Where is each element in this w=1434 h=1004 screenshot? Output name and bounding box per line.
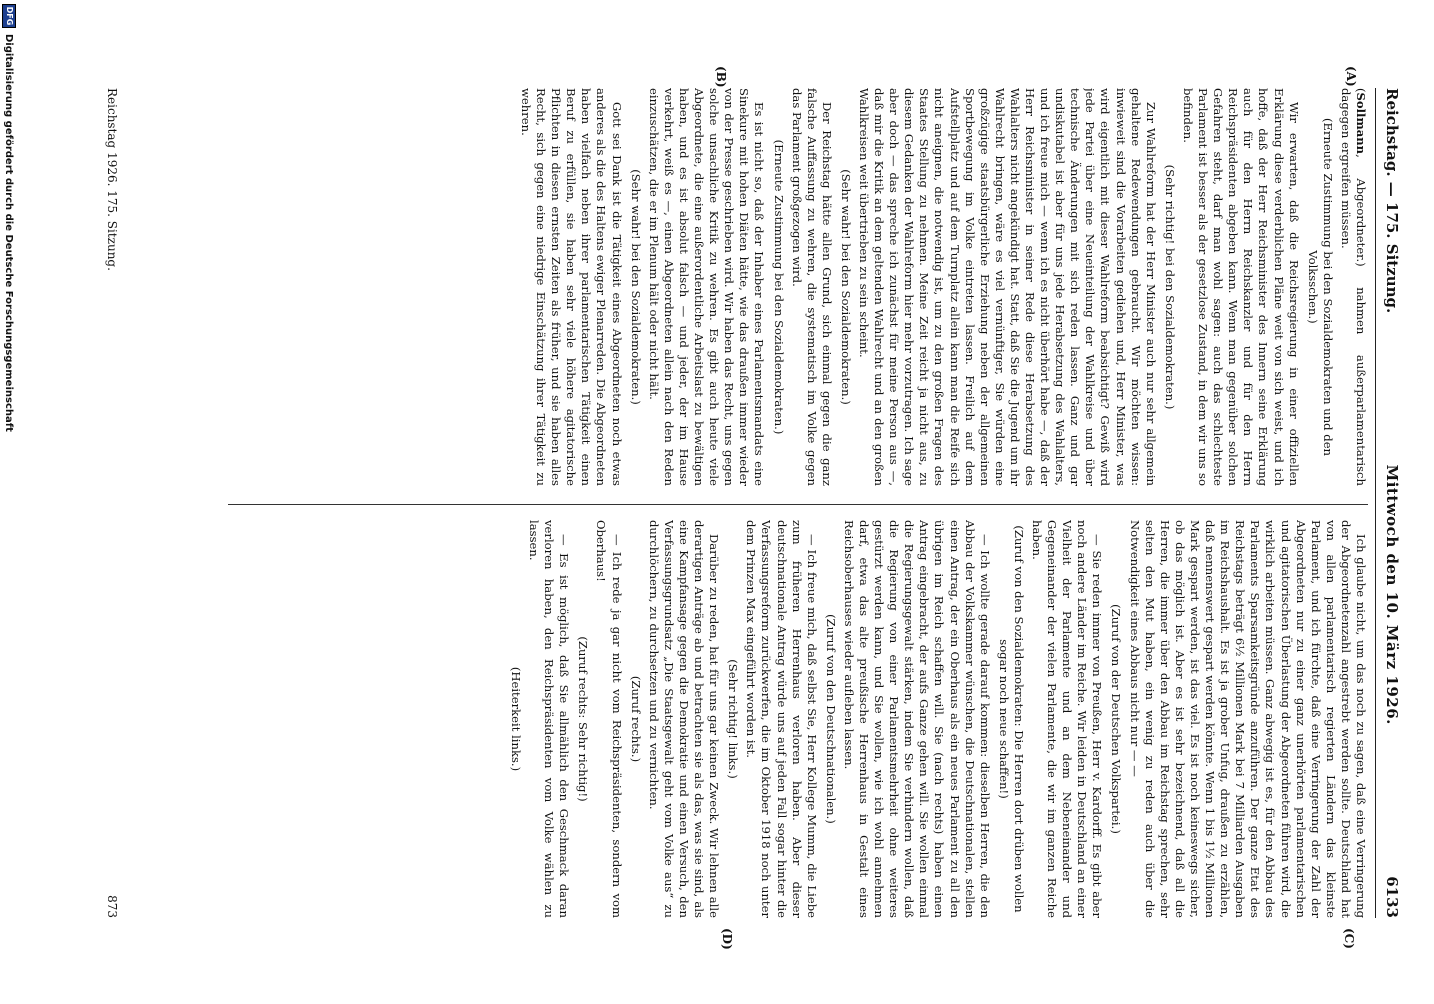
left-interjection: (Sehr richtig! bei den Sozialdemokraten.) xyxy=(1162,164,1177,410)
right-interjection: (Heiterkeit links.) xyxy=(509,666,524,772)
left-paragraph: (Sollmann, Abgeordneter.) nahmen außerparlamentarisch dagegen ergreifen müssen. xyxy=(1338,88,1368,486)
right-interjection: (Sehr richtig! links.) xyxy=(726,659,741,779)
digitization-imprint xyxy=(2,4,16,1004)
right-interjection: (Zuruf von der Deutschen Volkspartei.) xyxy=(1109,604,1124,834)
right-paragraph: Darüber zu reden, hat für uns gar keinen Zweck. Wir lehnen alle derartigen Anträge ab und betrachten sie als das, was sie sind, als eine Kampfansage gegen die Demokratie und einen Versuch, den Verfassungsgrundsatz „Die Staatsgewalt geht vom Volke aus“ zu durchlöchern, zu durchsetzen und zu vernichten. xyxy=(646,520,722,918)
column-right xyxy=(228,520,1368,918)
right-paragraph: — Ich rede ja gar nicht vom Reichspräsidenten, sondern vom Oberhaus! xyxy=(594,520,624,918)
right-paragraph: — Sie reden immer von Preußen, Herr v. Kardorff. Es gibt aber noch andere Länder im Reiche. Wir leiden in Deutschland an einer Vielheit der Parlamente und an dem Nebeneinander und Gegeneinander der vielen Parlamente, die wir im ganzen Reiche haben. xyxy=(1030,520,1105,918)
left-paragraph: Gott sei Dank ist die Tätigkeit eines Abgeordneten noch etwas anderes als die des Haltens ewiger Plenarreden. Die Abgeordneten haben vielfach neben ihrer parlamentarischen Tätigkeit einen Beruf zu erfüllen, sie haben sehr viele höhere agitatorische Pflichten in diesen ernsten Zeiten als früher, und sie haben alles Recht, sich gegen eine niedrige Einschätzung ihrer Tätigkeit zu wehren. xyxy=(519,88,624,486)
right-paragraph: — Ich freue mich, daß selbst Sie, Herr Kollege Mumm, die Liebe zum früheren Herrenhaus verloren haben. Aber dieser deutschnationale Antrag würde uns auf jeden Fall sogar hinter die Verfassungsreform zurückwerfen, die im Oktober 1918 noch unter dem Prinzen Max eingeführt worden ist. xyxy=(744,520,819,918)
margin-letter-a: (A) xyxy=(1344,66,1358,87)
right-interjection: (Zuruf rechts.) xyxy=(628,675,643,763)
header-date: Mittwoch den 10. März 1926. xyxy=(1383,464,1401,725)
left-interjection: (Erneute Zustimmung bei den Sozialdemokraten.) xyxy=(771,139,786,435)
right-interjection: (Zuruf von den Deutschnationalen.) xyxy=(823,614,838,824)
right-interjection: (Zuruf rechts: Sehr richtig!) xyxy=(576,636,591,802)
header-rule xyxy=(1375,88,1376,918)
left-interjection: (Sehr wahr! bei den Sozialdemokraten.) xyxy=(838,169,853,405)
left-paragraph: Es ist nicht so, daß der Inhaber eines Parlamentsmandats eine Sinekure mit hohen Diäten hätte, wie das draußen immer wieder von der Presse geschrieben wird. Wir haben das Recht, uns gegen solche unsachliche Kritik zu wehren. Es gibt auch heute viele Abgeordnete, die eine außerordentliche Arbeitslast zu bewältigen haben, und es ist absolut falsch — und jeder, der im Hause verkehrt, weiß es —, einen Abgeordneten allein nach den Reden einzuschätzen, die er im Plenum hält oder nicht hält. xyxy=(646,88,767,486)
column-left xyxy=(228,88,1368,486)
footer-page-number: 873 xyxy=(105,895,119,918)
margin-letter-c: (C) xyxy=(1342,928,1356,949)
right-paragraph: — Es ist möglich, daß Sie allmählich den Geschmack daran verloren haben, den Reichspräsidenten vom Volke wählen zu lassen. xyxy=(527,520,572,918)
left-paragraph: Wir erwarten, daß die Reichsregierung in einer offiziellen Erklärung diese verderblichen Pläne weit von sich weist, und ich hoffe, daß der Herr Reichsminister des Innern seine Erklärung auch für den Herrn Reichskanzler und für den Herrn Reichspräsidenten abgeben kann. Wenn man gegenüber solchen Gefahren steht, darf man wohl sagen: auch das schlechteste Parlament ist besser als der gesetzlose Zustand, in dem wir uns so befinden. xyxy=(1180,88,1301,486)
right-paragraph: Ich glaube nicht, um das noch zu sagen, daß eine Verringerung der Abgeordnetenzahl angestrebt werden sollte. Deutschland hat von allen parlamentarisch regierten Ländern das kleinste Parlament, und ich fürchte, daß eine Verringerung der Zahl der Abgeordneten nur zu einer ganz unerhörten parlamentarischen und agitatorischen Überlastung der Abgeordneten führen wird, die wirklich arbeiten müssen. Ganz abwegig ist es, für den Abbau des Parlaments Sparsamkeitsgründe anzuführen. Der ganze Etat des Reichstags beträgt 6½ Millionen Mark bei 7 Milliarden Ausgaben im Reichshaushalt. Es ist ja grober Unfug, draußen zu erzählen, daß nennenswert gespart werden könnte. Wenn 1 bis 1½ Millionen Mark gespart werden, ist das viel. Es ist noch keineswegs sicher, ob das möglich ist. Aber es ist sehr bezeichnend, daß all die Herren, die immer über den Abbau im Reichstag sprechen, sehr selten den Mut haben, ein wenig zu reden auch über die Notwendigkeit eines Abbaus nicht nur — — xyxy=(1127,520,1368,918)
dfg-logo-icon: DFG xyxy=(2,4,16,28)
column-divider xyxy=(228,504,1368,505)
left-paragraph: Der Reichstag hätte allen Grund, sich einmal gegen die ganz falsche Auffassung zu wehren, die systematisch im Volke gegen das Parlament großgezogen wird. xyxy=(789,88,834,486)
left-interjection: (Erneute Zustimmung bei den Sozialdemokraten und den Volksschen.) xyxy=(1305,117,1335,457)
header-page-number: 6133 xyxy=(1383,876,1401,918)
right-paragraph: — Ich wollte gerade darauf kommen: dieselben Herren, die den Abbau der Volkskammer wünschen, die Deutschnationalen, stellen einen Antrag, der ein Oberhaus als ein neues Parlament zu all den übrigen im Reich schaffen will. Sie (nach rechts) haben einen Antrag eingebracht, der aufs Ganze gehen will. Sie wollen einmal die Regierungsgewalt stärken, indem Sie verhindern wollen, daß die Regierung von einer Parlamentsmehrheit ohne weiteres gestürzt werden kann, und Sie wollen, wie ich wohl annehmen darf, etwa das alte preußische Herrenhaus in Gestalt eines Reichsoberhauses wieder aufleben lassen. xyxy=(841,520,992,918)
page-header xyxy=(1380,88,1404,918)
margin-letter-d: (D) xyxy=(720,928,734,950)
page-footer xyxy=(102,88,122,918)
margin-letter-b: (B) xyxy=(714,66,728,88)
footer-session: Reichstag 1926. 175. Sitzung. xyxy=(105,88,119,271)
left-interjection: (Sehr wahr! bei den Sozialdemokraten.) xyxy=(628,169,643,405)
left-paragraph: Zur Wahlreform hat der Herr Minister auch nur sehr allgemein gehaltene Redewendungen gebraucht. Wir möchten wissen: inwieweit sind die Vorarbeiten gediehen und, Herr Minister, was wird eigentlich mit dieser Wahlreform beabsichtigt? Gewiß wird jede Partei über eine Neueinteilung der Wahlkreise und über technische Änderungen mit sich reden lassen. Ganz und gar undiskutabel ist aber für uns jede Herabsetzung des Wahlalters, und ich freue mich — wenn ich es nicht überhört habe —, daß der Herr Reichsminister in seiner Rede diese Herabsetzung des Wahlalters nicht angekündigt hat. Statt, daß Sie die Jugend um ihr Wahlrecht bringen, wäre es viel vernünftiger, Sie würden eine großzügige staatsbürgerliche Erziehung neben der allgemeinen Sportbewegung im Volke eintreten lassen. Freilich auf dem Aufstellplatz und auf dem Turnplatz allein kann man die Reife sich nicht aneignen, die notwendig ist, um zu den großen Fragen des Staates Stellung zu nehmen. Meine Zeit reicht ja nicht aus, zu diesem Gedanken der Wahlreform hier mehr vorzutragen. Ich sage aber doch — das spreche ich zunächst für meine Person aus —, daß mir die Kritik an dem geltenden Wahlrecht und an den großen Wahlkreisen weit übertrieben zu sein scheint. xyxy=(857,88,1158,486)
header-session: Reichstag. — 175. Sitzung. xyxy=(1383,88,1401,314)
imprint-text: Digitalisierung gefördert durch die Deutsche Forschungsgemeinschaft xyxy=(3,34,15,432)
right-interjection: (Zuruf von den Sozialdemokraten: Die Herren dort drüben wollen sogar noch neue schaffen!) xyxy=(996,525,1026,913)
